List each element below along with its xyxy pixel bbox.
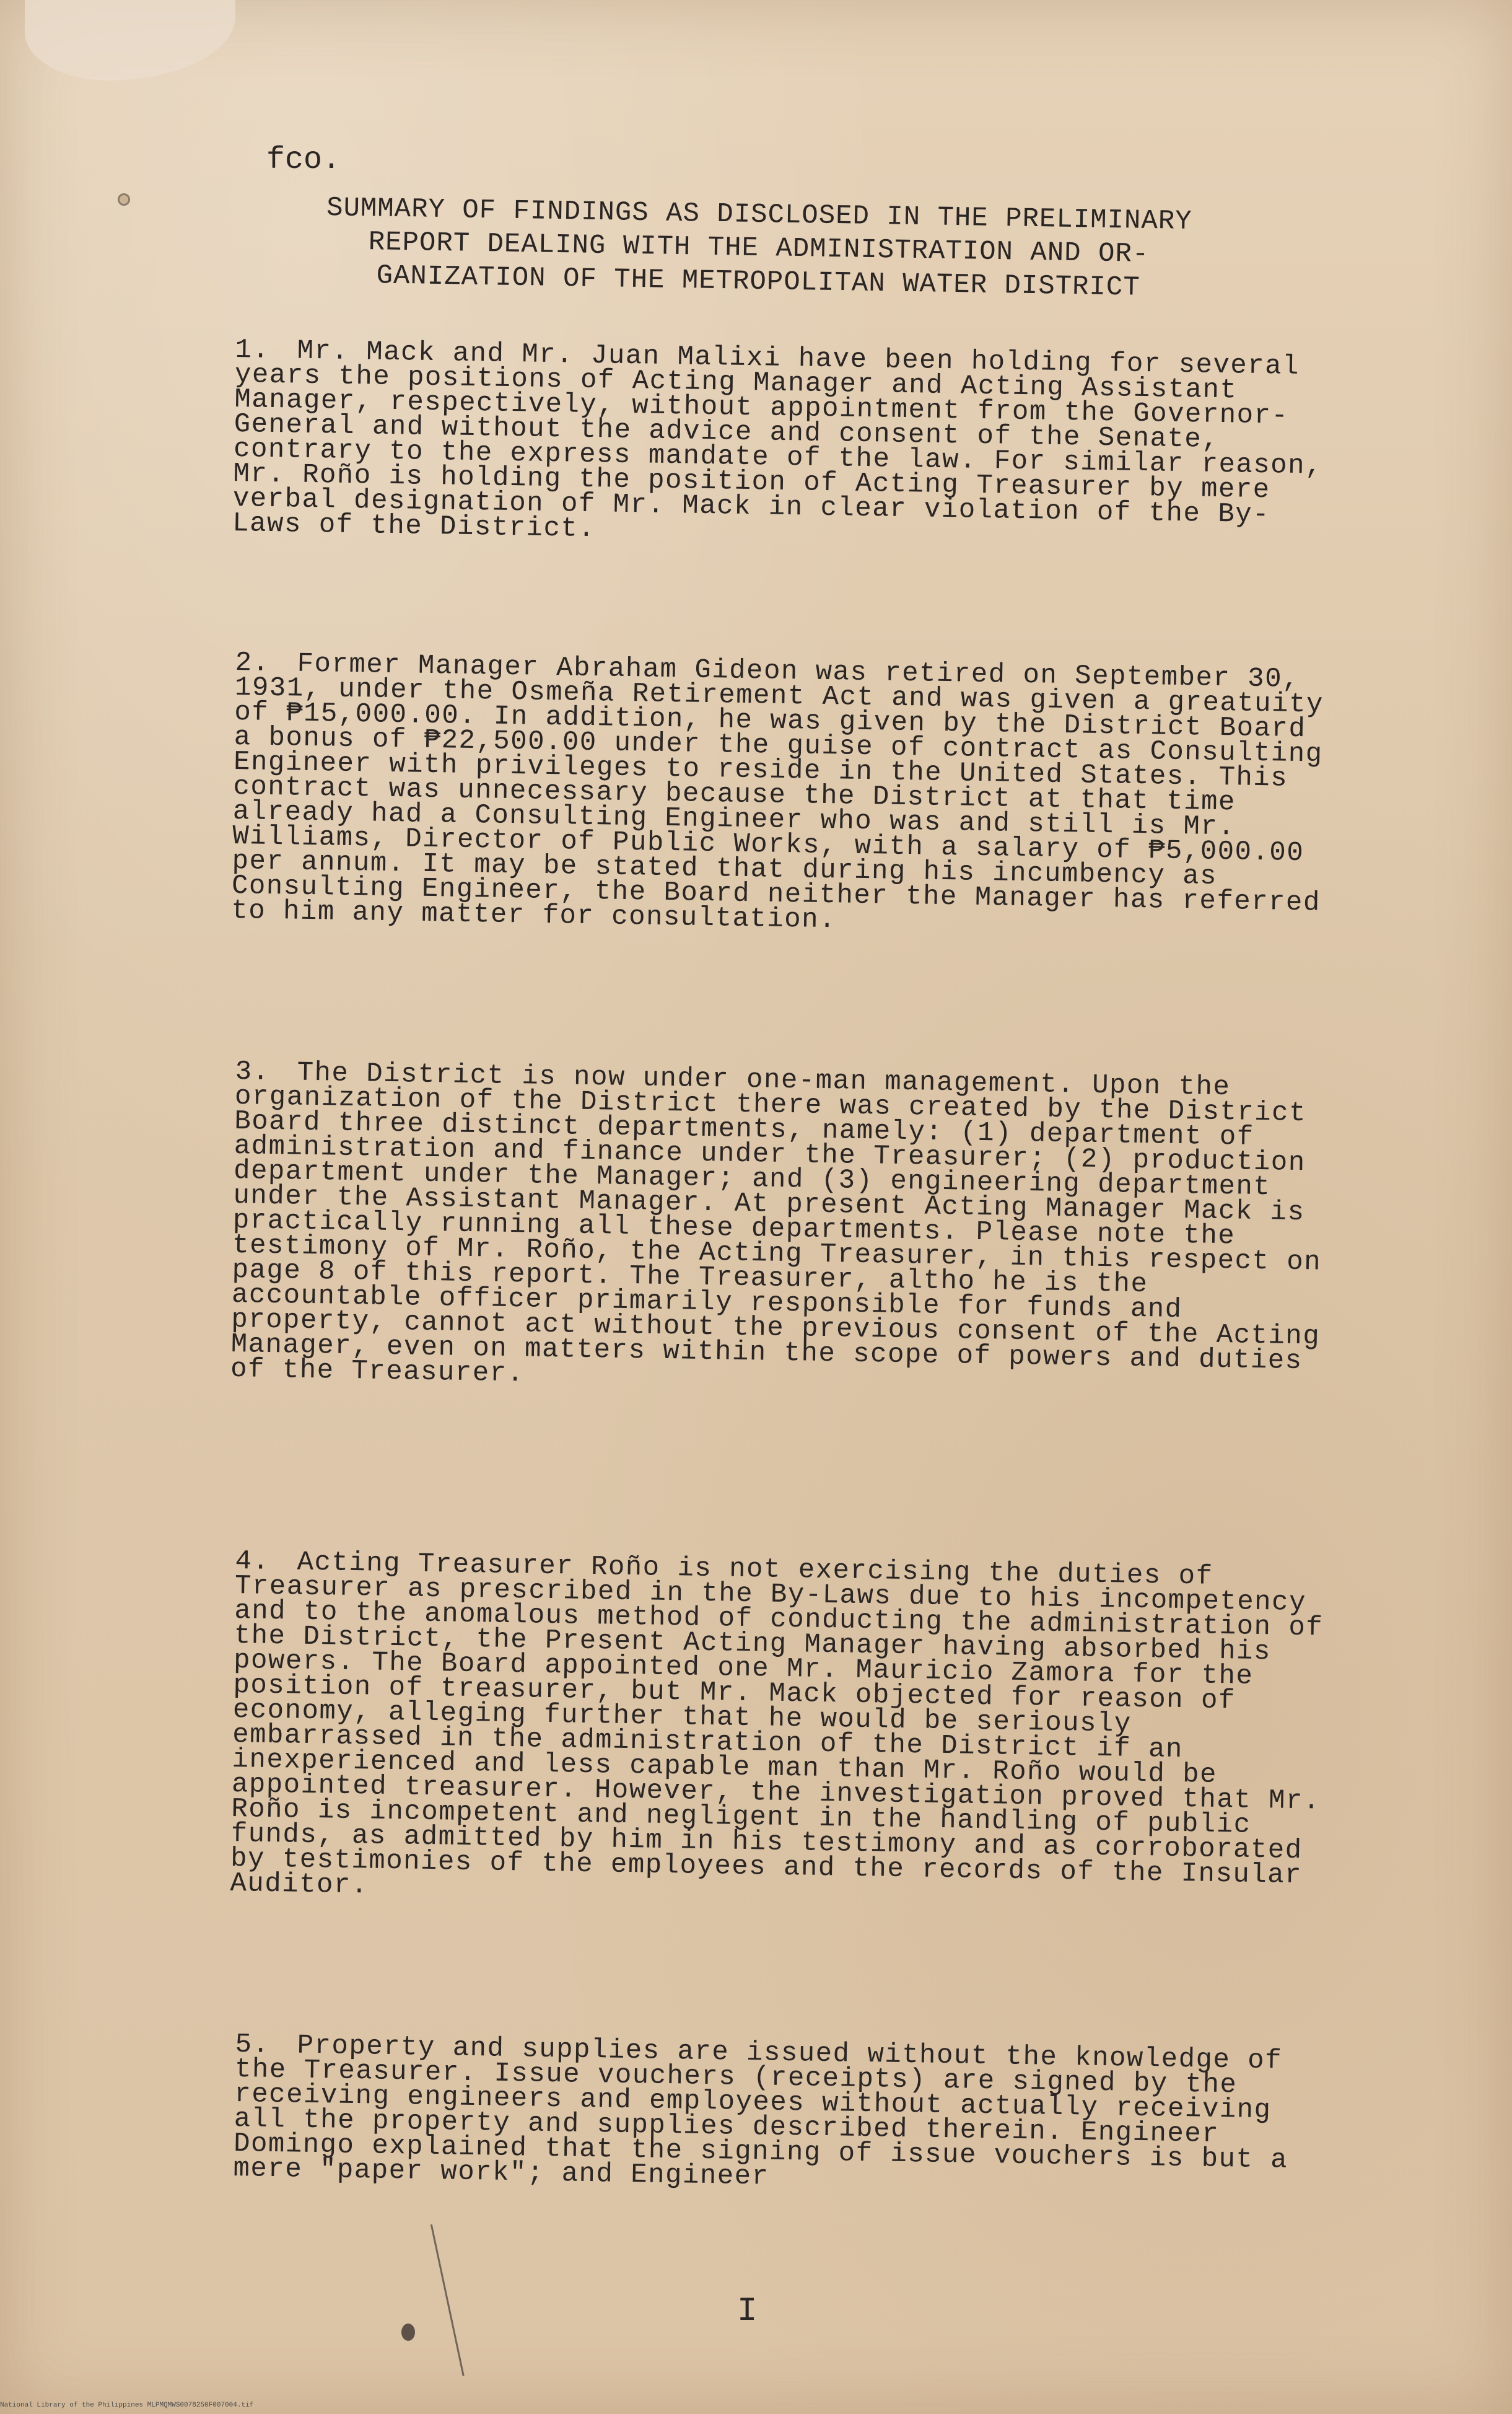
paragraph-text: Acting Treasurer Roño is not exercising the duties of Treasurer as prescribed in the By-Laws due to his incompetency and to the anomalous method of conducting the administration of the District, the Present Acting Manager having absorbed his powers. The Board appointed one Mr. Mauricio Zamora for the position of treasurer, but Mr. Mack objected for reason of economy, alleging further that he would be seriously embarrassed in the administration of the District if an inexperienced and less capable man than Mr. Roño would be appointed treasurer. However, the investigation proved that Mr. Roño is incompetent and negligent in the handling of public funds, as admitted by him in his testimony and as corroborated by testimonies of the employees and the records of the Insular Auditor. bbox=[230, 1547, 1324, 1902]
title-line: REPORT DEALING WITH THE ADMINISTRATION AND OR- bbox=[368, 227, 1150, 270]
reference-code: fco. bbox=[266, 143, 341, 178]
finding-paragraph-3 bbox=[230, 1056, 1326, 1399]
paragraph-text: Mr. Mack and Mr. Juan Malixi have been holding for several years the positions of Acting Manager and Acting Assistant Manager, respectively, without appointment from the Governor-General and without the advice and consent of the Senate, contrary to the express mandate of the law. For similar reason, Mr. Roño is holding the position of Acting Treasurer by mere verbal designation of Mr. Mack in clear violation of the By-Laws of the District. bbox=[232, 335, 1323, 545]
archive-caption: National Library of the Philippines MLPMQMWS0078250F007004.tif bbox=[0, 2402, 254, 2409]
ink-stain bbox=[401, 2324, 415, 2341]
paragraph-text: Former Manager Abraham Gideon was retired on September 30, 1931, under the Osmeña Retirement Act and was given a greatuity of ₱15,000.00. In addition, he was given by the District Board a bonus of ₱22,500.00 under the guise of contract as Consulting Engineer with privileges to reside in the United States. This contract was unnecessary because the District at that time already had a Consulting Engineer who was and still is Mr. Williams, Director of Public Works, with a salary of ₱5,000.00 per annum. It may be stated that during his incumbency as Consulting Engineer, the Board neither the Manager has referred to him any matter for consultation. bbox=[231, 648, 1324, 936]
finding-paragraph-1 bbox=[232, 335, 1326, 553]
paragraph-number: 4. bbox=[235, 1546, 270, 1578]
page-number: I bbox=[737, 2293, 758, 2330]
paragraph-number: 2. bbox=[235, 647, 270, 679]
punch-hole-icon bbox=[118, 193, 130, 206]
paragraph-text: Property and supplies are issued without the knowledge of the Treasurer. Issue vouchers (receipts) are signed by the receiving engineers and employees without actually receiving all the property and supplies described therein. Engineer Domingo explained that the signing of issue vouchers is but a mere "paper work"; and Engineer bbox=[233, 2030, 1288, 2193]
finding-paragraph-5 bbox=[233, 2029, 1326, 2198]
finding-paragraph-2 bbox=[231, 647, 1326, 941]
title-line: SUMMARY OF FINDINGS AS DISCLOSED IN THE PRELIMINARY bbox=[326, 193, 1192, 237]
finding-paragraph-4 bbox=[230, 1546, 1326, 1913]
title-line: GANIZATION OF THE METROPOLITAN WATER DISTRICT bbox=[376, 260, 1141, 304]
paragraph-number: 5. bbox=[235, 2029, 270, 2061]
paragraph-text: The District is now under one-man management. Upon the organization of the District there was created by the District Board three distinct departments, namely: (1) department of administration and finance under the Treasurer; (2) production department under the Manager; and (3) engineering department under the Assistant Manager. At present Acting Manager Mack is practically running all these departments. Please note the testimony of Mr. Roño, the Acting Treasurer, in this respect on page 8 of this report. The Treasurer, altho he is the accountable officer primarily responsible for funds and property, cannot act without the previous consent of the Acting Manager, even on matters within the scope of powers and duties of the Treasurer. bbox=[230, 1057, 1322, 1390]
pencil-scratch-mark bbox=[430, 2215, 507, 2376]
torn-paper-edge bbox=[25, 0, 235, 81]
document-title bbox=[185, 189, 1332, 307]
paragraph-number: 3. bbox=[235, 1056, 270, 1088]
paragraph-number: 1. bbox=[235, 335, 270, 366]
